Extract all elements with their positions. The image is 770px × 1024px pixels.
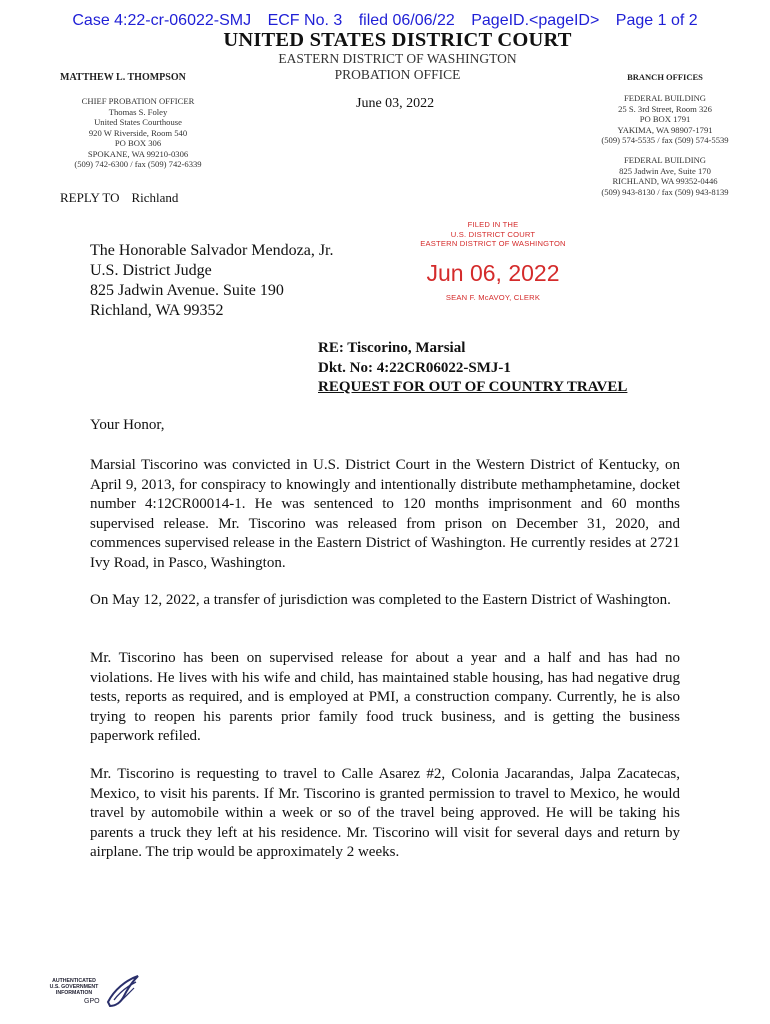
- filed-stamp-clerk: SEAN F. McAVOY, CLERK: [445, 292, 541, 302]
- chief-phone: (509) 742-6300 / fax (509) 742-6339: [74, 159, 202, 169]
- branch-address-line: 25 S. 3rd Street, Room 326: [618, 103, 712, 114]
- paragraph-text: Marsial Tiscorino was convicted in U.S. District Court in the Western District of Kentucky, on April 9, 2013, for conspiracy to knowingly and intentionally distribute methamphetamine, docket number 4:12CR00014-1. He was sentenced to 120 months imprisonment and 60 months supervised release. Mr. Tiscorino was released from prison on December 31, 2020, and commences supervised release in the Eastern District of Washington. He currently resides at 2721 Ivy Road, in Pasco, Washington.: [90, 457, 680, 571]
- ecf-header: [0, 12, 770, 30]
- branch-offices-title: BRANCH OFFICES: [627, 72, 703, 82]
- re-block: [318, 339, 627, 398]
- filed-stamp-line: FILED IN THE: [467, 220, 519, 229]
- chief-officer-address: [58, 96, 218, 170]
- gpo-eagle-icon: [104, 972, 142, 1010]
- branch-address-line: RICHLAND, WA 99352-0446: [612, 176, 718, 186]
- gpo-authentication-logo: [44, 972, 144, 1012]
- branch-address-line: 825 Jadwin Ave, Suite 170: [619, 165, 711, 176]
- reply-to-city: Richland: [131, 190, 179, 205]
- gpo-logo-line: INFORMATION: [55, 990, 93, 997]
- body-paragraph-travel-request: [90, 765, 680, 863]
- chief-address-line: SPOKANE, WA 99210-0306: [87, 148, 189, 159]
- letter-date: June 03, 2022: [356, 96, 435, 111]
- salutation: Your Honor,: [90, 417, 165, 433]
- reply-to: [60, 190, 178, 206]
- filed-stamp-line: EASTERN DISTRICT OF WASHINGTON: [420, 239, 566, 249]
- branch-office-yakima: [585, 93, 745, 146]
- recipient-street: 825 Jadwin Avenue. Suite 190: [90, 282, 284, 299]
- branch-address-line: FEDERAL BUILDING: [623, 155, 707, 165]
- re-request: REQUEST FOR OUT OF COUNTRY TRAVEL: [318, 379, 628, 395]
- gpo-logo-line: AUTHENTICATED: [52, 978, 96, 984]
- re-subject: RE: Tiscorino, Marsial: [318, 340, 466, 356]
- reply-to-label: REPLY TO: [60, 190, 120, 205]
- chief-address-line: United States Courthouse: [94, 117, 182, 127]
- chief-address-line: Thomas S. Foley: [108, 106, 168, 117]
- body-paragraph-transfer: [90, 591, 680, 611]
- paragraph-text: On May 12, 2022, a transfer of jurisdiction was completed to the Eastern District of Washington.: [90, 592, 671, 608]
- paragraph-text: Mr. Tiscorino has been on supervised release for about a year and a half and has had no violations. He lives with his wife and child, has maintained stable housing, has had negative drug tests, reports as required, and is employed at PMI, a construction company. Currently, he is also trying to reopen his parents prior family food truck business, and is getting the business paperwork refiled.: [90, 650, 680, 744]
- ecf-page-count: Page 1 of 2: [615, 12, 698, 29]
- recipient-name: The Honorable Salvador Mendoza, Jr.: [90, 242, 334, 259]
- filed-stamp: [410, 220, 576, 302]
- branch-phone: (509) 574-5535 / fax (509) 574-5539: [601, 135, 729, 145]
- ecf-page-id: PageID.<pageID>: [471, 12, 600, 29]
- filed-stamp-date: Jun 06, 2022: [426, 259, 560, 286]
- recipient-address: [90, 241, 333, 321]
- paragraph-text: Mr. Tiscorino is requesting to travel to Calle Asarez #2, Colonia Jacarandas, Jalpa Zacatecas, Mexico, to visit his parents. If Mr. Tiscorino is granted permission to travel to Mexico, he would travel by automobile within a week or so of the travel being approved. He will be taking his parents a truck they left at his residence. Mr. Tiscorino will visit for several days and return by airplane. The trip would be approximately 2 weeks.: [90, 766, 680, 860]
- chief-officer-title: CHIEF PROBATION OFFICER: [81, 96, 195, 106]
- re-docket: Dkt. No: 4:22CR06022-SMJ-1: [318, 359, 511, 376]
- body-paragraph-conviction: [90, 456, 680, 573]
- recipient-title: U.S. District Judge: [90, 262, 212, 279]
- court-title: UNITED STATES DISTRICT COURT: [223, 29, 572, 51]
- ecf-filed-date: filed 06/06/22: [358, 12, 455, 29]
- branch-address-line: YAKIMA, WA 98907-1791: [617, 124, 713, 135]
- filed-stamp-line: U.S. DISTRICT COURT: [450, 229, 536, 239]
- chief-officer-name: MATTHEW L. THOMPSON: [60, 72, 186, 83]
- ecf-number: ECF No. 3: [267, 12, 343, 29]
- gpo-label: GPO: [84, 998, 100, 1005]
- branch-address-line: FEDERAL BUILDING: [623, 93, 707, 103]
- branch-office-richland: [585, 155, 745, 197]
- probation-office: PROBATION OFFICE: [334, 67, 461, 82]
- recipient-city: Richland, WA 99352: [90, 302, 224, 319]
- chief-address-line: PO BOX 306: [114, 138, 162, 148]
- gpo-logo-line: U.S. GOVERNMENT: [49, 984, 99, 991]
- chief-address-line: 920 W Riverside, Room 540: [88, 127, 188, 138]
- branch-phone: (509) 943-8130 / fax (509) 943-8139: [601, 186, 729, 197]
- gpo-logo-text: [44, 978, 104, 997]
- body-paragraph-compliance: [90, 649, 680, 747]
- ecf-case-number: Case 4:22-cr-06022-SMJ: [72, 12, 252, 29]
- court-district: EASTERN DISTRICT OF WASHINGTON: [278, 51, 517, 66]
- branch-address-line: PO BOX 1791: [639, 114, 691, 124]
